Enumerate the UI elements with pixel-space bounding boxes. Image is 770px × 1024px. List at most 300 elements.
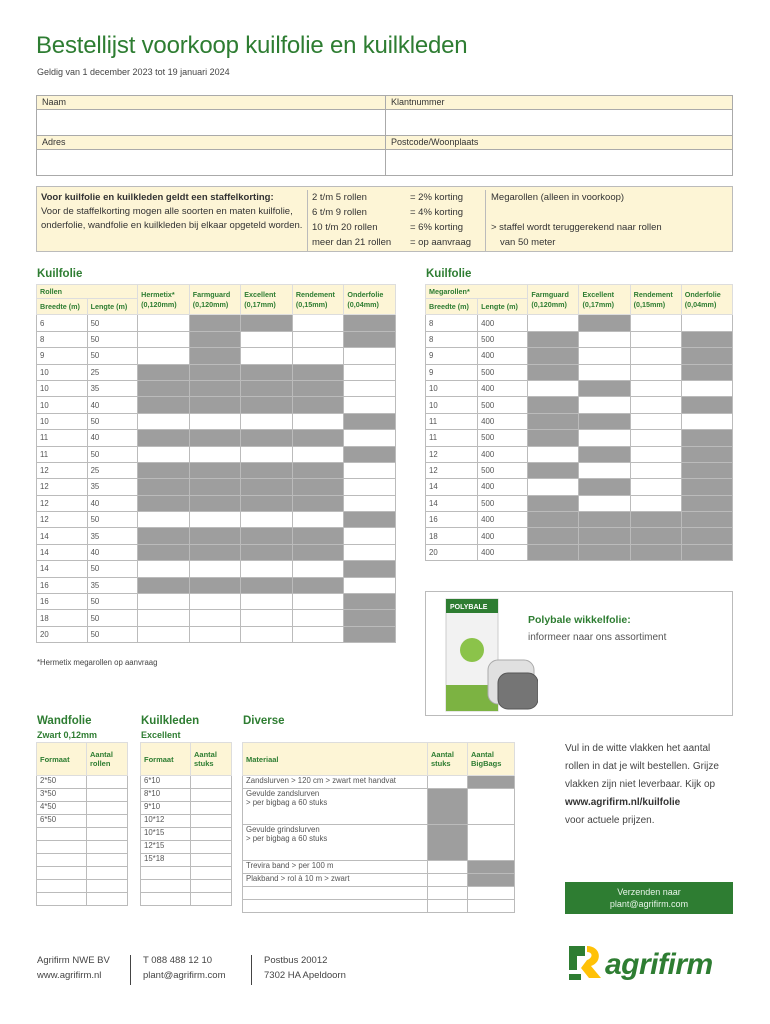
order-input-cell[interactable] [292,610,344,626]
order-input-cell[interactable] [579,397,630,413]
width-cell: 11 [37,430,88,446]
kuilfolie-rollen-title: Kuilfolie [37,268,83,280]
polybale-brand-text: POLYBALE [450,604,488,611]
table-row [37,789,128,802]
kuilfolie-mega-title: Kuilfolie [426,268,472,280]
order-input-cell[interactable] [189,594,241,610]
kuilkleden-title: Kuilkleden [141,715,200,727]
discount-tier: 2 t/m 5 rollen = 2% korting [312,192,464,203]
order-input-cell[interactable] [630,446,681,462]
customer-number-field[interactable] [386,110,733,136]
unavailable-cell [344,512,396,528]
width-cell: 9 [426,364,478,380]
group-label: Rollen [37,285,138,299]
order-input-cell[interactable] [138,348,190,364]
order-input-cell[interactable] [138,626,190,642]
length-cell: 25 [87,462,138,478]
unavailable-cell [138,430,190,446]
order-input-cell[interactable] [344,380,396,396]
unavailable-cell [681,331,732,347]
order-input-cell[interactable] [138,610,190,626]
length-cell: 400 [478,413,528,429]
table-row [37,331,396,347]
width-cell: 10 [426,397,478,413]
unavailable-cell [579,544,630,560]
unavailable-cell [292,495,344,511]
unavailable-cell [528,512,579,528]
unavailable-cell [292,430,344,446]
order-input-cell[interactable] [528,380,579,396]
order-input-cell[interactable] [292,446,344,462]
unavailable-cell [528,544,579,560]
order-input-cell[interactable] [189,413,241,429]
treviraband-label: Trevira band > per 100 m [243,861,428,874]
amount-input-cell[interactable] [87,867,128,880]
order-input-cell[interactable] [579,348,630,364]
amount-input-cell[interactable] [87,854,128,867]
table-row [37,462,396,478]
order-input-cell[interactable] [344,397,396,413]
order-input-cell[interactable] [528,315,579,331]
wandfolie-subtitle: Zwart 0,12mm [37,730,98,740]
unavailable-cell [344,594,396,610]
table-row [37,577,396,593]
order-input-cell[interactable] [189,626,241,642]
diverse-col-materiaal: Materiaal [243,743,428,776]
unavailable-cell [528,397,579,413]
width-cell: 12 [426,446,478,462]
unavailable-cell [681,397,732,413]
table-row [426,495,733,511]
unavailable-cell [681,446,732,462]
order-input-cell[interactable] [344,364,396,380]
gevulde-grindslurven-label: Gevulde grindslurven > per bigbag a 60 stuks [243,825,428,861]
width-cell: 8 [37,331,88,347]
length-cell: 40 [87,544,138,560]
order-input-cell[interactable] [138,512,190,528]
unavailable-cell [344,315,396,331]
order-input-cell[interactable] [344,430,396,446]
table-row [37,610,396,626]
table-row [141,880,232,893]
kuilfolie-link[interactable]: www.agrifirm.nl/kuilfolie [565,797,681,808]
amount-input-cell[interactable] [87,828,128,841]
diverse-table [242,742,515,913]
order-input-cell[interactable] [241,413,293,429]
amount-input-cell[interactable] [191,841,232,854]
format-cell: 8*10 [141,789,191,802]
polybale-subtitle: informeer naar ons assortiment [528,632,667,643]
format-cell [141,893,191,906]
format-cell: 10*12 [141,815,191,828]
col-header-width: Breedte (m) [37,299,88,315]
table-row [426,430,733,446]
order-input-cell[interactable] [630,348,681,364]
col-header: Excellent (0,17mm) [579,285,630,315]
order-input-cell[interactable] [241,561,293,577]
unavailable-cell [292,544,344,560]
order-input-cell[interactable] [344,528,396,544]
table-row [37,528,396,544]
order-input-cell[interactable] [292,331,344,347]
order-input-cell[interactable] [630,397,681,413]
unavailable-cell [681,495,732,511]
table-row [426,512,733,528]
unavailable-cell [189,315,241,331]
order-input-cell[interactable] [241,348,293,364]
unavailable-cell [681,479,732,495]
width-cell: 20 [426,544,478,560]
length-cell: 500 [478,495,528,511]
unavailable-cell [189,331,241,347]
table-row [37,815,128,828]
table-row [426,479,733,495]
length-cell: 50 [87,331,138,347]
width-cell: 20 [37,626,88,642]
amount-input-cell[interactable] [87,802,128,815]
format-cell [37,828,87,841]
discount-intro [41,191,309,233]
address-field[interactable] [37,150,386,176]
unavailable-cell [189,364,241,380]
wandfolie-title: Wandfolie [37,715,92,727]
unavailable-cell [241,430,293,446]
gevulde-zandslurven-label: Gevulde zandslurven > per bigbag a 60 stuks [243,789,428,825]
order-input-cell[interactable] [344,544,396,560]
unavailable-cell [579,528,630,544]
order-input-cell[interactable] [579,462,630,478]
unavailable-cell [681,512,732,528]
hermetix-note: *Hermetix megarollen op aanvraag [37,658,158,667]
format-cell: 2*50 [37,776,87,789]
amount-input-cell[interactable] [191,880,232,893]
order-input-cell[interactable] [138,561,190,577]
length-cell: 35 [87,479,138,495]
order-input-cell[interactable] [241,331,293,347]
unavailable-cell [241,528,293,544]
unavailable-cell [292,479,344,495]
order-input-cell[interactable] [579,364,630,380]
format-cell: 9*10 [141,802,191,815]
order-input-cell[interactable] [630,430,681,446]
length-cell: 500 [478,331,528,347]
discount-box [36,186,733,252]
order-input-cell[interactable] [138,331,190,347]
unavailable-cell [579,512,630,528]
unavailable-cell [528,462,579,478]
width-cell: 18 [37,610,88,626]
order-input-cell[interactable] [292,561,344,577]
table-row [426,528,733,544]
order-input-cell[interactable] [630,495,681,511]
unavailable-cell [528,331,579,347]
length-cell: 35 [87,528,138,544]
table-row [37,430,396,446]
order-input-cell[interactable] [630,315,681,331]
table-row [37,626,396,642]
order-input-cell[interactable] [189,512,241,528]
order-input-cell[interactable] [241,594,293,610]
order-input-cell[interactable] [241,610,293,626]
name-label: Naam [37,96,386,110]
plakband-stuks-input[interactable] [428,874,468,887]
width-cell: 12 [37,495,88,511]
unavailable-cell [344,626,396,642]
width-cell: 14 [426,495,478,511]
order-input-cell[interactable] [630,364,681,380]
length-cell: 50 [87,561,138,577]
unavailable-cell [138,479,190,495]
col-header-length: Lengte (m) [87,299,138,315]
unavailable-cell [344,331,396,347]
format-cell: 6*10 [141,776,191,789]
treviraband-stuks-input[interactable] [428,861,468,874]
order-input-cell[interactable] [681,413,732,429]
table-row [37,397,396,413]
unavailable-cell [681,364,732,380]
format-cell: 12*15 [141,841,191,854]
unavailable-cell [579,315,630,331]
order-input-cell[interactable] [138,315,190,331]
table-row [37,594,396,610]
amount-input-cell[interactable] [87,841,128,854]
width-cell: 18 [426,528,478,544]
width-cell: 16 [426,512,478,528]
amount-input-cell[interactable] [191,867,232,880]
send-line-1: Verzenden naar [617,887,681,897]
agrifirm-logo-text: agrifirm [605,948,713,981]
unavailable-cell [241,479,293,495]
order-input-cell[interactable] [579,495,630,511]
grey-cell [468,776,515,789]
col-header-length: Lengte (m) [478,299,528,315]
order-input-cell[interactable] [292,348,344,364]
width-cell: 9 [37,348,88,364]
table-row [37,446,396,462]
order-input-cell[interactable] [292,315,344,331]
unavailable-cell [681,528,732,544]
order-input-cell[interactable] [189,561,241,577]
unavailable-cell [241,544,293,560]
order-input-cell[interactable] [681,380,732,396]
width-cell: 10 [37,413,88,429]
unavailable-cell [630,544,681,560]
unavailable-cell [189,348,241,364]
order-input-cell[interactable] [241,626,293,642]
order-input-cell[interactable] [292,512,344,528]
order-input-cell[interactable] [344,577,396,593]
length-cell: 40 [87,430,138,446]
format-cell [37,841,87,854]
unavailable-cell [138,380,190,396]
megarollen-note-2: van 50 meter [500,237,556,248]
table-row [141,815,232,828]
table-row [426,397,733,413]
width-cell: 11 [426,430,478,446]
table-row [426,348,733,364]
discount-tier: 10 t/m 20 rollen = 6% korting [312,222,464,233]
width-cell: 12 [426,462,478,478]
amount-input-cell[interactable] [191,893,232,906]
unavailable-cell [189,430,241,446]
length-cell: 50 [87,594,138,610]
width-cell: 9 [426,348,478,364]
unavailable-cell [189,528,241,544]
table-row [141,867,232,880]
order-input-cell[interactable] [579,430,630,446]
amount-input-cell[interactable] [191,802,232,815]
format-cell [37,880,87,893]
name-field[interactable] [37,110,386,136]
kuilkleden-table [140,742,232,906]
order-input-cell[interactable] [292,594,344,610]
grey-cell [428,789,468,825]
order-input-cell[interactable] [630,331,681,347]
order-input-cell[interactable] [630,479,681,495]
unavailable-cell [344,413,396,429]
footer-divider [251,955,252,985]
length-cell: 50 [87,315,138,331]
length-cell: 50 [87,413,138,429]
unavailable-cell [189,462,241,478]
order-input-cell[interactable] [528,446,579,462]
footer-web-link[interactable]: www.agrifirm.nl [37,970,102,981]
length-cell: 400 [478,479,528,495]
table-row [141,776,232,789]
diverse-col-bigbags: Aantal BigBags [468,743,515,776]
length-cell: 25 [87,364,138,380]
instructions-text: Vul in de witte vlakken het aantal rollen in dat je wilt bestellen. Grijze vlakken zijn niet leverbaar. Kijk op [565,743,719,790]
length-cell: 50 [87,626,138,642]
amount-input-cell[interactable] [87,880,128,893]
unavailable-cell [138,577,190,593]
format-cell: 15*18 [141,854,191,867]
unavailable-cell [138,528,190,544]
table-row [426,380,733,396]
order-input-cell[interactable] [681,315,732,331]
unavailable-cell [241,380,293,396]
col-format: Formaat [37,743,87,776]
amount-input-cell[interactable] [191,828,232,841]
order-input-cell[interactable] [630,413,681,429]
format-cell [37,854,87,867]
order-input-cell[interactable] [292,413,344,429]
unavailable-cell [681,430,732,446]
col-format: Formaat [141,743,191,776]
order-input-cell[interactable] [344,495,396,511]
zandslurven-label: Zandslurven > 120 cm > zwart met handvat [243,776,428,789]
megarollen-title: Megarollen (alleen in voorkoop) [491,192,625,203]
footer-email-link[interactable]: plant@agrifirm.com [143,970,226,981]
order-input-cell[interactable] [630,462,681,478]
width-cell: 14 [37,528,88,544]
length-cell: 500 [478,462,528,478]
unavailable-cell [189,577,241,593]
amount-input-cell[interactable] [191,854,232,867]
unavailable-cell [579,380,630,396]
postcode-field[interactable] [386,150,733,176]
width-cell: 10 [37,380,88,396]
zandslurven-bigbags-input[interactable] [468,789,515,825]
width-cell: 8 [426,315,478,331]
footer-company: Agrifirm NWE BV www.agrifirm.nl [37,955,110,981]
send-email: plant@agrifirm.com [609,899,689,909]
send-to-button[interactable] [565,882,733,914]
table-row [37,828,128,841]
col-header-width: Breedte (m) [426,299,478,315]
empty-row[interactable] [243,887,428,900]
order-input-cell[interactable] [189,446,241,462]
agrifirm-logo-icon [565,940,607,982]
width-cell: 6 [37,315,88,331]
unavailable-cell [528,495,579,511]
order-input-cell[interactable] [344,348,396,364]
grey-cell [428,825,468,861]
unavailable-cell [241,364,293,380]
unavailable-cell [138,462,190,478]
amount-input-cell[interactable] [191,789,232,802]
order-input-cell[interactable] [138,594,190,610]
group-label: Megarollen* [426,285,528,299]
amount-input-cell[interactable] [87,893,128,906]
order-input-cell[interactable] [189,610,241,626]
empty-row[interactable] [243,900,428,913]
length-cell: 500 [478,364,528,380]
kuilfolie-rollen-table [36,284,396,643]
unavailable-cell [528,348,579,364]
unavailable-cell [189,397,241,413]
order-input-cell[interactable] [344,462,396,478]
order-input-cell[interactable] [241,446,293,462]
unavailable-cell [579,413,630,429]
unavailable-cell [138,495,190,511]
amount-input-cell[interactable] [191,815,232,828]
col-header: Rendement (0,15mm) [292,285,344,315]
table-row [141,841,232,854]
amount-input-cell[interactable] [191,776,232,789]
amount-input-cell[interactable] [87,776,128,789]
grindslurven-bigbags-input[interactable] [468,825,515,861]
order-input-cell[interactable] [241,512,293,528]
table-row [426,446,733,462]
order-input-cell[interactable] [292,626,344,642]
table-row [37,495,396,511]
unavailable-cell [528,528,579,544]
table-row [37,544,396,560]
polybale-box [425,591,733,716]
amount-input-cell[interactable] [87,789,128,802]
width-cell: 12 [37,479,88,495]
order-input-cell[interactable] [630,380,681,396]
format-cell: 6*50 [37,815,87,828]
table-row [141,828,232,841]
order-input-cell[interactable] [528,479,579,495]
instructions-text-2: voor actuele prijzen. [565,815,655,826]
order-input-cell[interactable] [138,446,190,462]
order-input-cell[interactable] [138,413,190,429]
format-cell [141,867,191,880]
amount-input-cell[interactable] [87,815,128,828]
table-row [37,364,396,380]
discount-heading: Voor kuilfolie en kuilkleden geldt een staffelkorting: [41,192,274,203]
zandslurven-stuks-input[interactable] [428,776,468,789]
order-input-cell[interactable] [579,331,630,347]
unavailable-cell [630,528,681,544]
order-input-cell[interactable] [344,479,396,495]
length-cell: 40 [87,495,138,511]
grey-cell [468,861,515,874]
table-row [426,544,733,560]
